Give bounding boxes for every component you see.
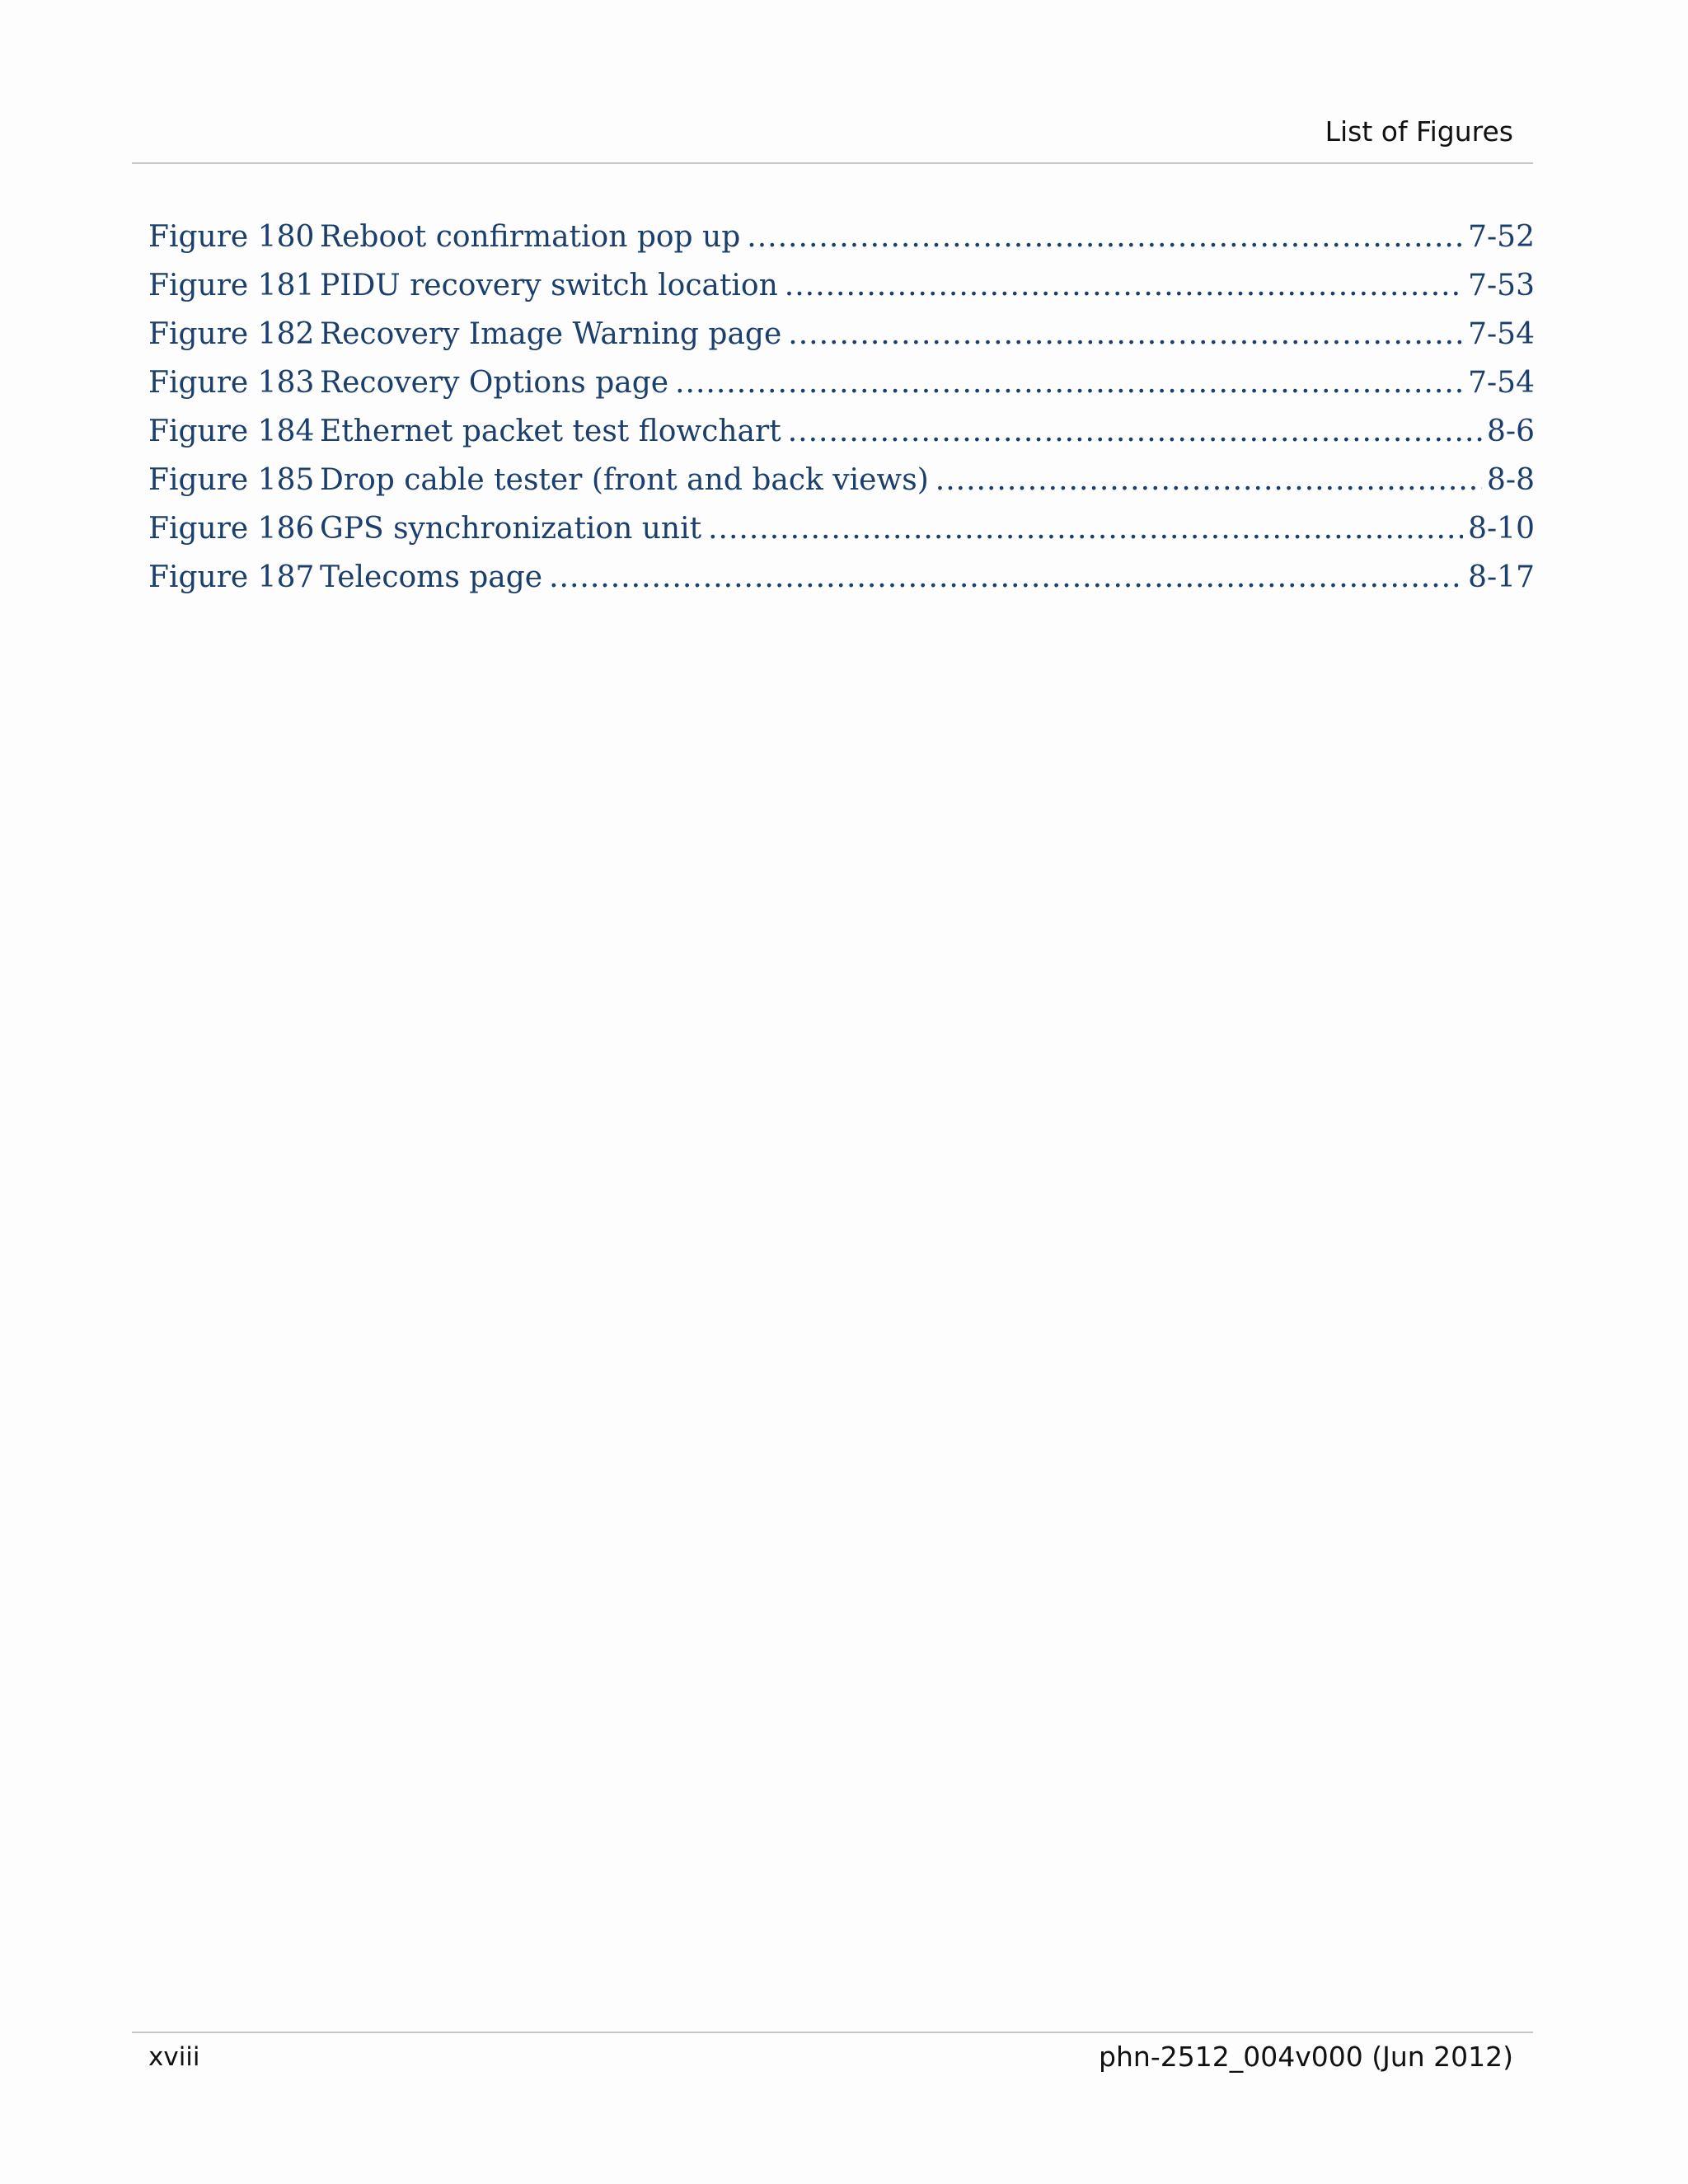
document-id: phn-2512_004v000 (Jun 2012): [1099, 2041, 1513, 2073]
dot-leader: [747, 213, 1463, 261]
dot-leader: [785, 261, 1463, 310]
dot-leader: [549, 553, 1463, 602]
figure-title: Recovery Image Warning page: [320, 317, 782, 351]
figure-number: Figure 187: [148, 560, 315, 594]
figure-page-ref: 8-6: [1487, 415, 1535, 448]
figure-title: Drop cable tester (front and back views): [320, 463, 929, 497]
figure-page-ref: 7-53: [1468, 269, 1535, 302]
figure-title: Ethernet packet test flowchart: [320, 415, 781, 448]
header-divider: [132, 162, 1533, 164]
figure-entry-186[interactable]: [148, 504, 1535, 553]
page-number: xviii: [148, 2042, 200, 2072]
figure-number: Figure 186: [148, 512, 315, 546]
figure-entry-187[interactable]: [148, 553, 1535, 602]
figure-title: GPS synchronization unit: [320, 512, 702, 546]
figure-entry-184[interactable]: [148, 407, 1535, 456]
figure-page-ref: 7-54: [1468, 366, 1535, 400]
footer-divider: [132, 2032, 1533, 2033]
figure-number: Figure 184: [148, 415, 315, 448]
figure-number: Figure 181: [148, 269, 315, 302]
figure-entry-182[interactable]: [148, 310, 1535, 359]
dot-leader: [788, 407, 1482, 456]
figure-title: Telecoms page: [320, 560, 543, 594]
figure-page-ref: 7-52: [1468, 220, 1535, 254]
figure-entry-181[interactable]: [148, 261, 1535, 310]
figure-title: Reboot confirmation pop up: [320, 220, 741, 254]
figure-entry-180[interactable]: [148, 213, 1535, 261]
figure-number: Figure 180: [148, 220, 315, 254]
dot-leader: [788, 310, 1463, 359]
figure-page-ref: 8-10: [1468, 512, 1535, 546]
figure-page-ref: 8-8: [1487, 463, 1535, 497]
figure-title: PIDU recovery switch location: [320, 269, 778, 302]
dot-leader: [935, 456, 1482, 504]
running-header-title: List of Figures: [1325, 115, 1513, 148]
dot-leader: [675, 359, 1463, 407]
figure-number: Figure 185: [148, 463, 315, 497]
figure-number: Figure 182: [148, 317, 315, 351]
figure-entry-183[interactable]: [148, 359, 1535, 407]
figure-page-ref: 7-54: [1468, 317, 1535, 351]
figure-number: Figure 183: [148, 366, 315, 400]
figure-entry-185[interactable]: [148, 456, 1535, 504]
dot-leader: [708, 504, 1463, 553]
figure-page-ref: 8-17: [1468, 560, 1535, 594]
figure-title: Recovery Options page: [320, 366, 669, 400]
list-of-figures: [148, 213, 1535, 602]
